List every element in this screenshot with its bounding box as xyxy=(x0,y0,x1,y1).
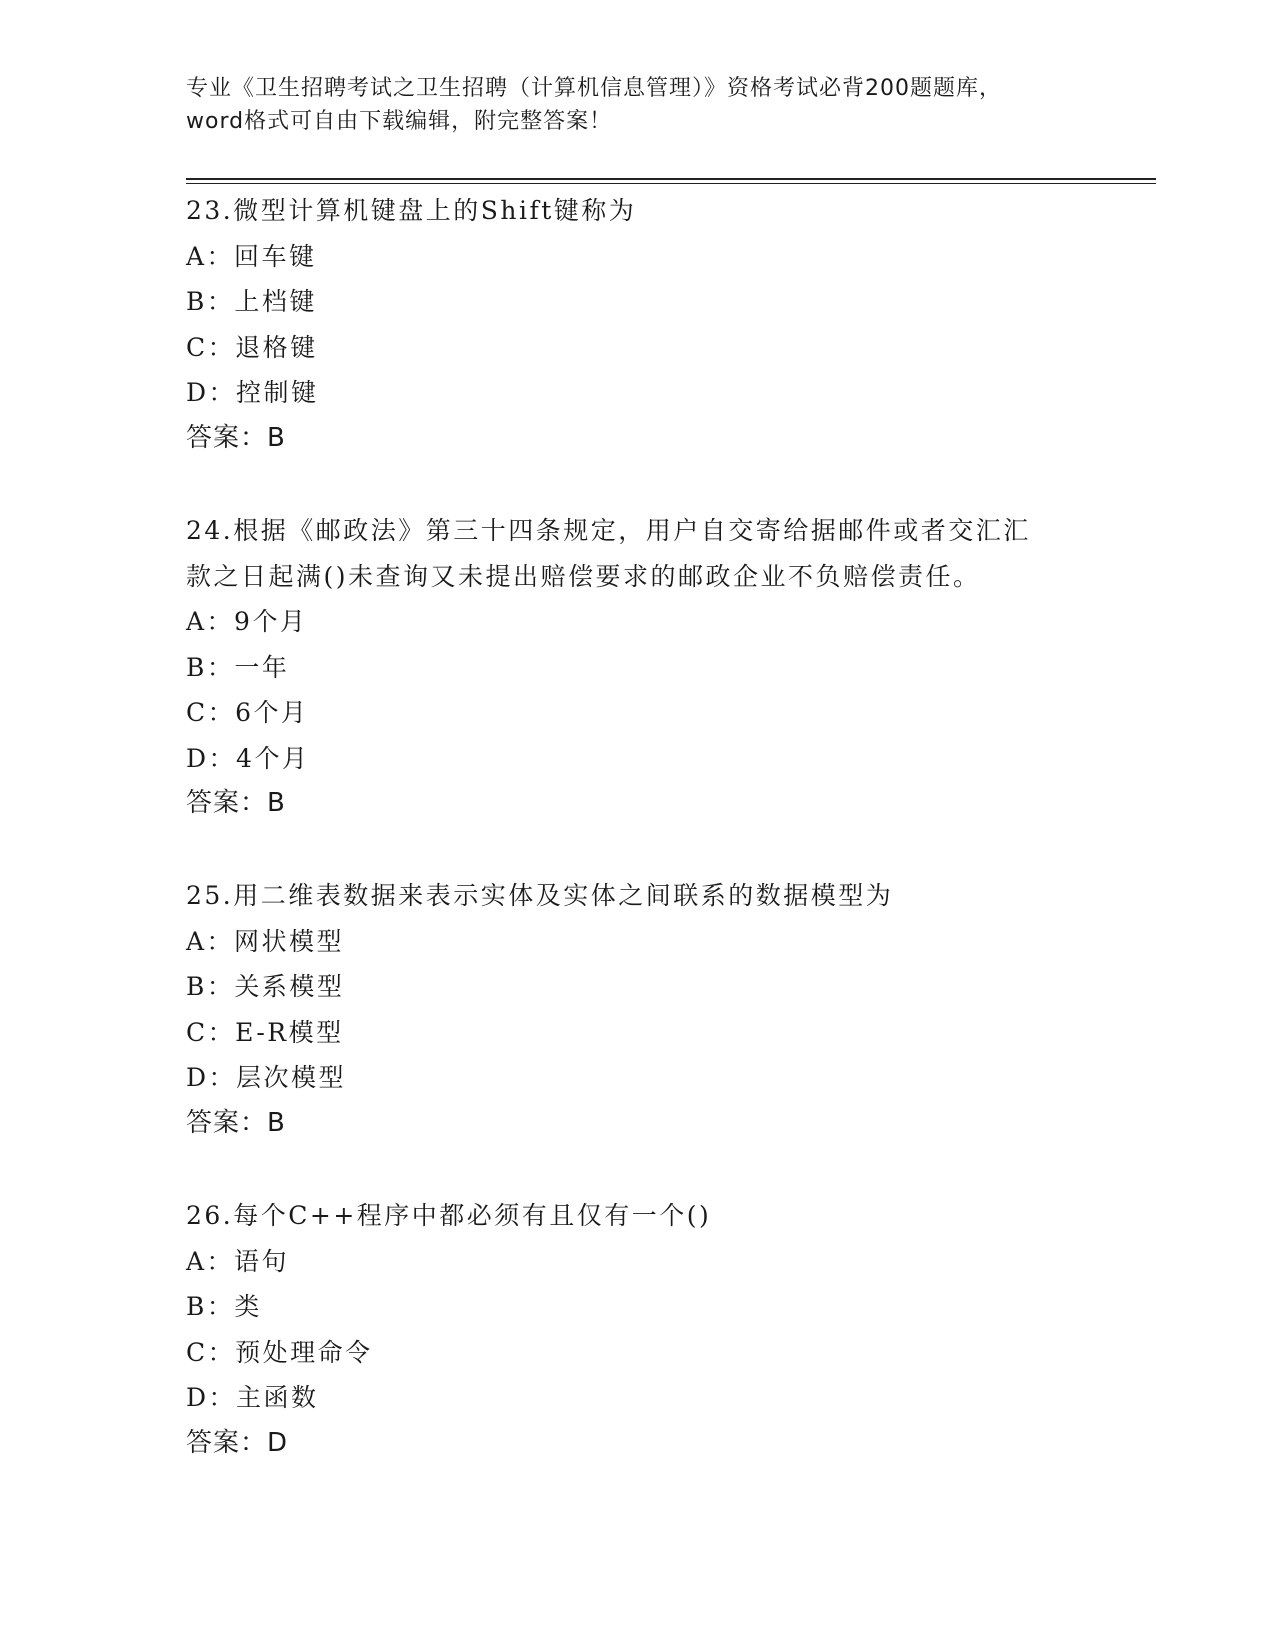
option-a: A：9个月 xyxy=(186,607,308,636)
option-b: B：一年 xyxy=(186,652,290,682)
option-c: C：退格键 xyxy=(186,332,318,362)
question-25 xyxy=(186,873,1086,1146)
option-c: C：E-R模型 xyxy=(186,1017,344,1047)
option-c: C：预处理命令 xyxy=(186,1337,373,1367)
option-b: B：类 xyxy=(186,1292,262,1321)
answer-label: 答案：B xyxy=(186,788,286,818)
question-26 xyxy=(186,1193,1086,1466)
question-text: 23.微型计算机键盘上的Shift键称为 xyxy=(186,196,637,225)
header-line-2: word格式可自由下载编辑，附完整答案！ xyxy=(186,109,613,134)
question-text: 25.用二维表数据来表示实体及实体之间联系的数据模型为 xyxy=(186,881,894,910)
option-d: D：4个月 xyxy=(186,743,310,773)
option-d: D：层次模型 xyxy=(186,1063,347,1092)
option-a: A：网状模型 xyxy=(186,926,345,956)
option-a: A：回车键 xyxy=(186,241,317,271)
question-24 xyxy=(186,508,1086,827)
header-divider-thin xyxy=(186,183,1156,184)
option-d: D：主函数 xyxy=(186,1383,319,1412)
option-d: D：控制键 xyxy=(186,378,319,407)
question-23 xyxy=(186,188,1086,461)
answer-label: 答案：D xyxy=(186,1427,289,1458)
answer-label: 答案：B xyxy=(186,1107,286,1138)
question-text: 24.根据《邮政法》第三十四条规定，用户自交寄给据邮件或者交汇汇 xyxy=(186,516,1031,545)
option-a: A：语句 xyxy=(186,1246,290,1276)
question-text-continued: 款之日起满()未查询又未提出赔偿要求的邮政企业不负赔偿责任。 xyxy=(186,561,981,591)
option-b: B：关系模型 xyxy=(186,972,345,1001)
header-line-1: 专业《卫生招聘考试之卫生招聘（计算机信息管理）》资格考试必背200题题库， xyxy=(186,76,1002,101)
header-divider-thick xyxy=(186,178,1156,180)
answer-label: 答案：B xyxy=(186,422,286,453)
question-text: 26.每个C++程序中都必须有且仅有一个() xyxy=(186,1201,712,1230)
option-b: B：上档键 xyxy=(186,287,317,316)
document-header xyxy=(186,72,1086,138)
option-c: C：6个月 xyxy=(186,698,309,727)
